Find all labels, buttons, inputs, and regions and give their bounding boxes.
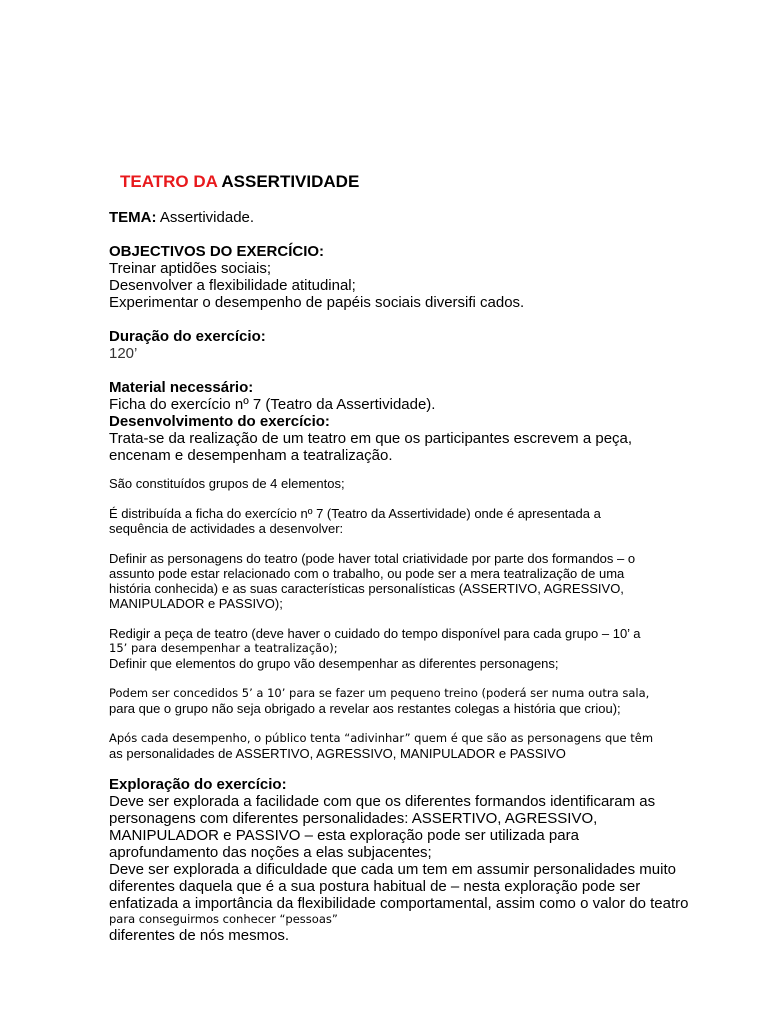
document-body — [109, 209, 699, 944]
passo-treino-line: Podem ser concedidos 5’ a 10’ para se fazer um pequeno treino (poderá ser numa outra sala, — [109, 686, 650, 700]
duracao-heading: Duração do exercício: — [109, 328, 266, 345]
material-heading: Material necessário: — [109, 379, 254, 396]
tema-label: TEMA: — [109, 209, 157, 226]
exploracao-line: MANIPULADOR e PASSIVO – esta exploração pode ser utilizada para — [109, 827, 579, 844]
title-black-part: ASSERTIVIDADE — [221, 172, 360, 191]
desenvolvimento-line: encenam e desempenham a teatralização. — [109, 447, 393, 464]
exploracao-heading: Exploração do exercício: — [109, 776, 287, 793]
exploracao-line: para conseguirmos conhecer “pessoas” — [109, 912, 338, 926]
passo-desempenho-line: Após cada desempenho, o público tenta “adivinhar” quem é que são as personagens que têm — [109, 731, 654, 745]
exploracao-line: personagens com diferentes personalidades: ASSERTIVO, AGRESSIVO, — [109, 810, 598, 827]
passo-redigir-line: Redigir a peça de teatro (deve haver o cuidado do tempo disponível para cada grupo – 10’ a — [109, 626, 641, 641]
passo-elementos-line: Definir que elementos do grupo vão desempenhar as diferentes personagens; — [109, 656, 559, 671]
desenvolvimento-heading: Desenvolvimento do exercício: — [109, 413, 330, 430]
passo-personagens-line: história conhecida) e as suas características personalísticas (ASSERTIVO, AGRESSIVO, — [109, 581, 624, 596]
objectivo-item: Desenvolver a flexibilidade atitudinal; — [109, 277, 356, 294]
tema-value: Assertividade. — [159, 209, 255, 226]
passo-ficha-line: É distribuída a ficha do exercício nº 7 (Teatro da Assertividade) onde é apresentada a — [109, 506, 601, 521]
passo-personagens-line: assunto pode estar relacionado com o trabalho, ou pode ser a mera teatralização de uma — [109, 566, 625, 581]
document-title — [120, 172, 359, 192]
exploracao-line: Deve ser explorada a facilidade com que os diferentes formandos identificaram as — [109, 793, 656, 810]
exploracao-line: aprofundamento das noções a elas subjacentes; — [109, 844, 432, 861]
objectivos-heading: OBJECTIVOS DO EXERCÍCIO: — [109, 243, 325, 260]
objectivo-item: Experimentar o desempenho de papéis sociais diversifi cados. — [109, 294, 525, 311]
passo-desempenho-line: as personalidades de ASSERTIVO, AGRESSIVO, MANIPULADOR e PASSIVO — [109, 746, 566, 761]
title-red-part: TEATRO DA — [120, 172, 218, 191]
exploracao-line: Deve ser explorada a dificuldade que cada um tem em assumir personalidades muito — [109, 861, 676, 878]
objectivo-item: Treinar aptidões sociais; — [109, 260, 272, 277]
material-value: Ficha do exercício nº 7 (Teatro da Assertividade). — [109, 396, 436, 413]
passo-ficha-line: sequência de actividades a desenvolver: — [109, 521, 344, 536]
desenvolvimento-line: Trata-se da realização de um teatro em que os participantes escrevem a peça, — [109, 430, 633, 447]
passo-personagens-line: Definir as personagens do teatro (pode haver total criatividade por parte dos formandos – o — [109, 551, 636, 566]
passo-grupos: São constituídos grupos de 4 elementos; — [109, 476, 345, 491]
passo-treino-line: para que o grupo não seja obrigado a revelar aos restantes colegas a história que criou); — [109, 701, 621, 716]
passo-personagens-line: MANIPULADOR e PASSIVO); — [109, 596, 283, 611]
exploracao-line: enfatizada a importância da flexibilidade comportamental, assim como o valor do teatro — [109, 895, 689, 912]
duracao-value: 120’ — [109, 345, 138, 362]
passo-redigir-line: 15’ para desempenhar a teatralização); — [109, 641, 338, 655]
exploracao-line: diferentes daquela que é a sua postura habitual de – nesta exploração pode ser — [109, 878, 641, 895]
tema-line — [109, 209, 699, 226]
exploracao-line: diferentes de nós mesmos. — [109, 927, 290, 944]
